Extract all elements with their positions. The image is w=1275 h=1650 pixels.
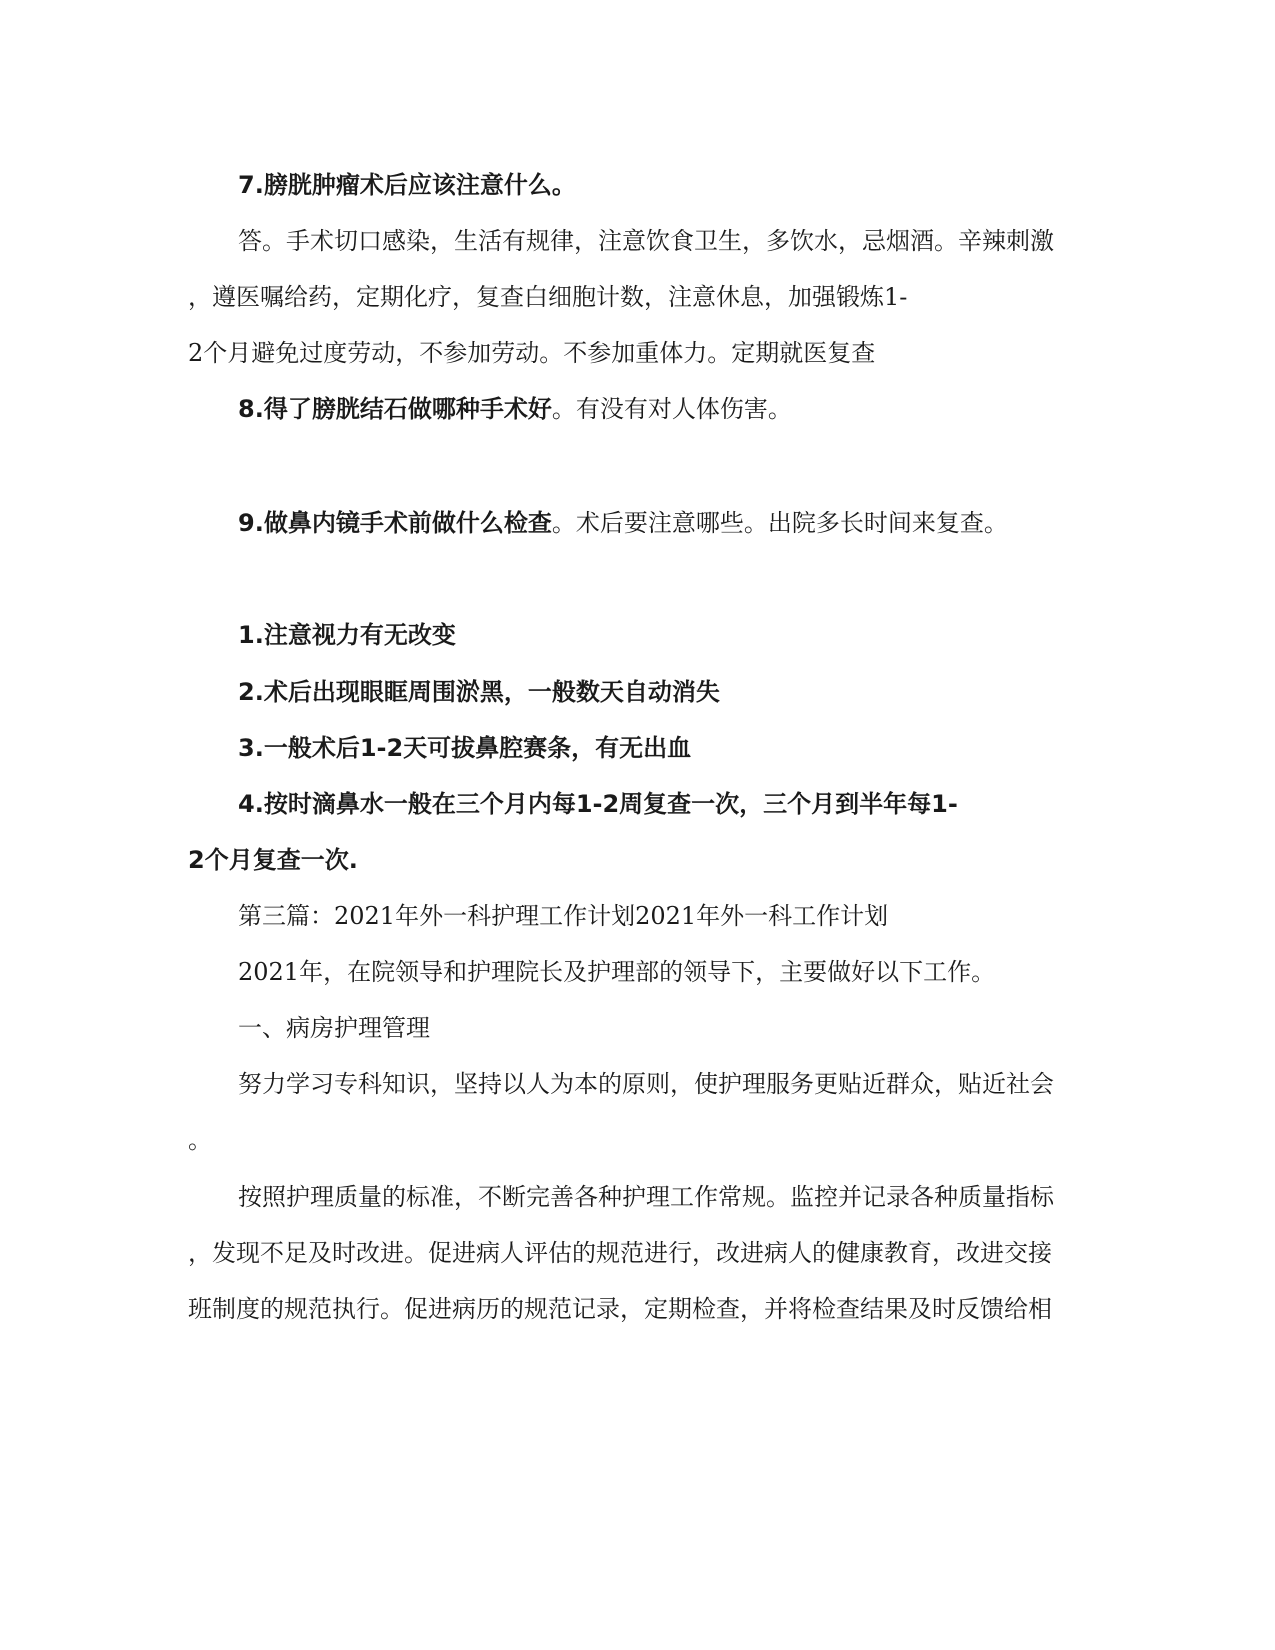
list-item-1: 1.注意视力有无改变 [238, 621, 456, 649]
para2-line-3: 班制度的规范执行。促进病历的规范记录，定期检查，并将检查结果及时反馈给相 [188, 1295, 1052, 1323]
part3-intro: 2021年，在院领导和护理院长及护理部的领导下，主要做好以下工作。 [238, 958, 996, 986]
q7-answer-line-3: 2个月避免过度劳动，不参加劳动。不参加重体力。定期就医复查 [188, 339, 876, 367]
list-item-4-line-2: 2个月复查一次. [188, 846, 358, 874]
list-item-3: 3.一般术后1-2天可拔鼻腔赛条，有无出血 [238, 734, 692, 762]
q9-title-bold: 9.做鼻内镜手术前做什么检查 [238, 509, 552, 537]
q8-title [0, 394, 1275, 424]
q7-answer-line-1: 答。手术切口感染，生活有规律，注意饮食卫生，多饮水，忌烟酒。辛辣刺激 [238, 227, 1054, 255]
q8-title-bold: 8.得了膀胱结石做哪种手术好 [238, 395, 552, 423]
q8-title-rest: 。有没有对人体伤害。 [551, 395, 792, 423]
para2-line-1: 按照护理质量的标准，不断完善各种护理工作常规。监控并记录各种质量指标 [238, 1183, 1054, 1211]
para1-line-2: 。 [188, 1126, 212, 1154]
para2-line-2: ，发现不足及时改进。促进病人评估的规范进行，改进病人的健康教育，改进交接 [188, 1239, 1052, 1267]
part3-title: 第三篇：2021年外一科护理工作计划2021年外一科工作计划 [238, 902, 889, 930]
q9-title-rest: 。术后要注意哪些。出院多长时间来复查。 [551, 509, 1008, 537]
q7-title: 7.膀胱肿瘤术后应该注意什么。 [238, 171, 576, 199]
q9-title [0, 508, 1275, 538]
para1-line-1: 努力学习专科知识，坚持以人为本的原则，使护理服务更贴近群众，贴近社会 [238, 1070, 1054, 1098]
q7-answer-line-2: ，遵医嘱给药，定期化疗，复查白细胞计数，注意休息，加强锻炼1- [188, 283, 908, 311]
list-item-4-line-1: 4.按时滴鼻水一般在三个月内每1-2周复查一次，三个月到半年每1- [238, 790, 958, 818]
list-item-2: 2.术后出现眼眶周围淤黑，一般数天自动消失 [238, 678, 720, 706]
section1-heading: 一、病房护理管理 [238, 1014, 430, 1042]
